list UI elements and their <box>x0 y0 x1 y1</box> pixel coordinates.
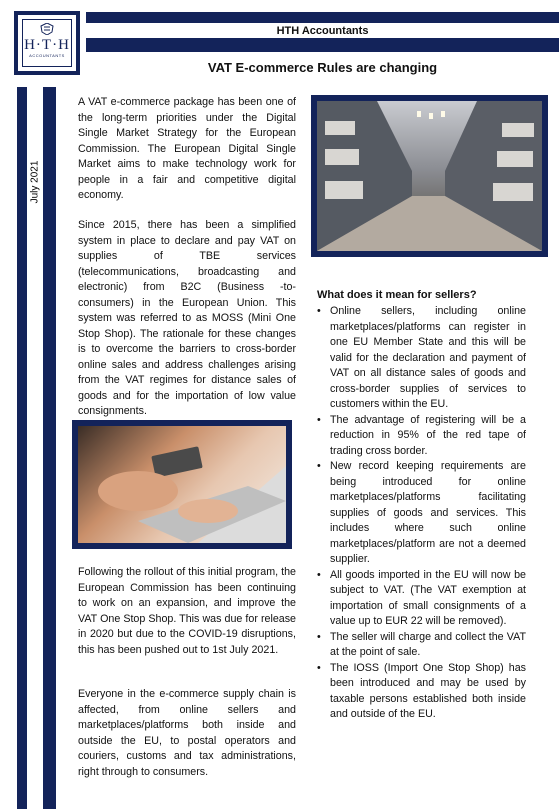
logo-subtitle: ACCOUNTANTS <box>29 53 65 58</box>
list-item: • Online sellers, including online marketplaces/platforms can register in one EU Member State and this will be valid for the declaration and payment of VAT on all distance sales of goods and cross-border supplies of services to customers within the EU. <box>317 304 526 413</box>
paragraph-moss: Since 2015, there has been a simplified system in place to declare and pay VAT on supplies of TBE services (telecommunications, broadcasting and electronic) from B2C (Business -to-consumers) in the European Union. This system was referred to as MOSS (Mini One Stop Shop). The rationale for these changes is to overcome the barriers to cross-border online sales and address challenges arising from the VAT regimes for distance sales of goods and for the importation of low value consignments. <box>78 219 296 417</box>
logo-letters: H·T·H <box>24 37 70 53</box>
list-item: • The IOSS (Import One Stop Shop) has been introduced and may be used by taxable persons established both inside and outside of the EU. <box>317 661 526 723</box>
list-item: • The seller will charge and collect the VAT at the point of sale. <box>317 630 526 661</box>
company-logo <box>14 11 80 75</box>
issue-date: July 2021 <box>29 160 41 204</box>
paragraph-intro: A VAT e-commerce package has been one of the long-term priorities under the Digital Single Market Strategy for the European Commission. The European Digital Single Market aims to make technology work for people in a fair and competitive digital economy. <box>78 96 296 201</box>
list-item: • All goods imported in the EU will now be subject to VAT. (The VAT exemption at importation of small consignments of a value up to EUR 22 will be removed). <box>317 568 526 630</box>
warehouse-image <box>311 95 548 257</box>
article-title: VAT E-commerce Rules are changing <box>207 60 438 75</box>
laptop-payment-image <box>72 420 292 549</box>
header-bar-bottom <box>86 38 559 52</box>
paragraph-rollout: Following the rollout of this initial program, the European Commission has been continuing to work on an expansion, and improve the VAT One Stop Shop. This was due for release in 2020 but due to the COVID-19 disruptions, this has been pushed out to 1st July 2021. <box>78 566 296 656</box>
list-item: • New record keeping requirements are being introduced for online marketplaces/platforms facilitating supplies of goods and services. This includes where such online marketplaces/platform are not a deemed supplier. <box>317 459 526 568</box>
company-name: HTH Accountants <box>276 25 369 37</box>
sellers-bullet-list <box>317 304 526 723</box>
sellers-heading: What does it mean for sellers? <box>317 289 477 301</box>
side-bar-left <box>17 87 27 809</box>
list-item: • The advantage of registering will be a reduction in 95% of the red tape of trading cross border. <box>317 413 526 460</box>
paragraph-supply-chain: Everyone in the e-commerce supply chain is affected, from online sellers and marketplaces/platforms both inside and outside the EU, to postal operators and couriers, customs and tax administrations, right through to consumers. <box>78 688 296 778</box>
side-bar-right <box>43 87 56 809</box>
header-bar-top <box>86 12 559 23</box>
crest-icon <box>23 23 71 38</box>
